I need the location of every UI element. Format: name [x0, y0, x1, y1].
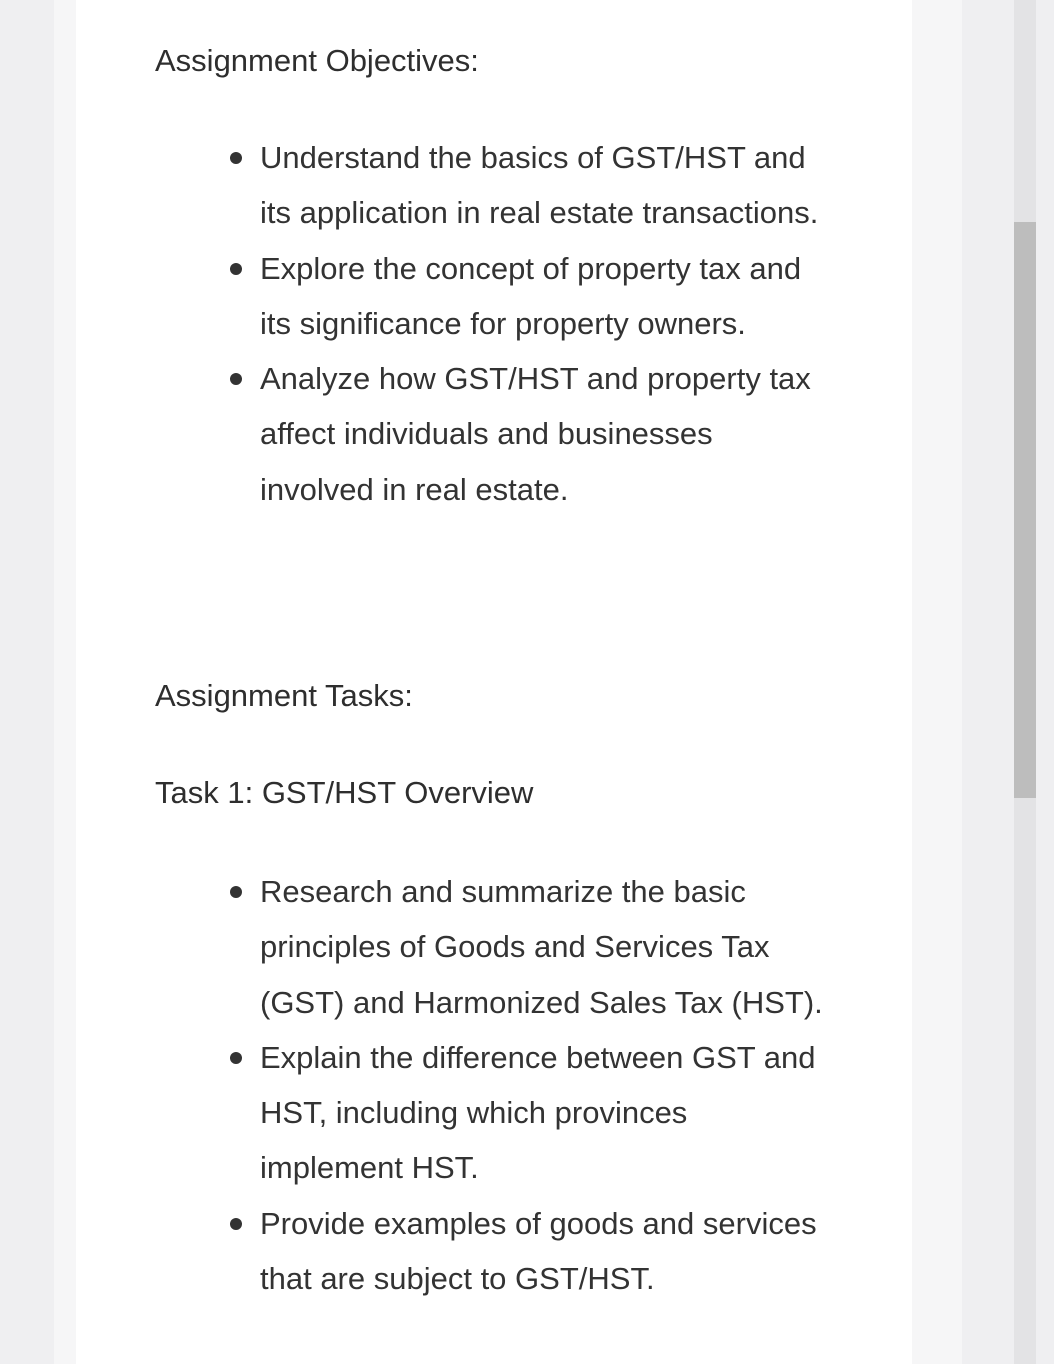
- objectives-list: [230, 130, 830, 517]
- list-item: Provide examples of goods and services that are subject to GST/HST.: [230, 1196, 830, 1307]
- task1-list: [230, 864, 830, 1306]
- tasks-heading: Assignment Tasks:: [155, 678, 413, 713]
- vertical-scrollbar[interactable]: [1014, 0, 1036, 1364]
- list-item: Research and summarize the basic principles of Goods and Services Tax (GST) and Harmonized Sales Tax (HST).: [230, 864, 830, 1030]
- list-item: Explore the concept of property tax and its significance for property owners.: [230, 241, 830, 352]
- scrollbar-thumb[interactable]: [1014, 222, 1036, 798]
- list-item: Understand the basics of GST/HST and its application in real estate transactions.: [230, 130, 830, 241]
- task1-heading: Task 1: GST/HST Overview: [155, 775, 534, 810]
- objectives-heading: Assignment Objectives:: [155, 43, 479, 78]
- list-item: Analyze how GST/HST and property tax affect individuals and businesses involved in real estate.: [230, 351, 830, 517]
- list-item: Explain the difference between GST and HST, including which provinces implement HST.: [230, 1030, 830, 1196]
